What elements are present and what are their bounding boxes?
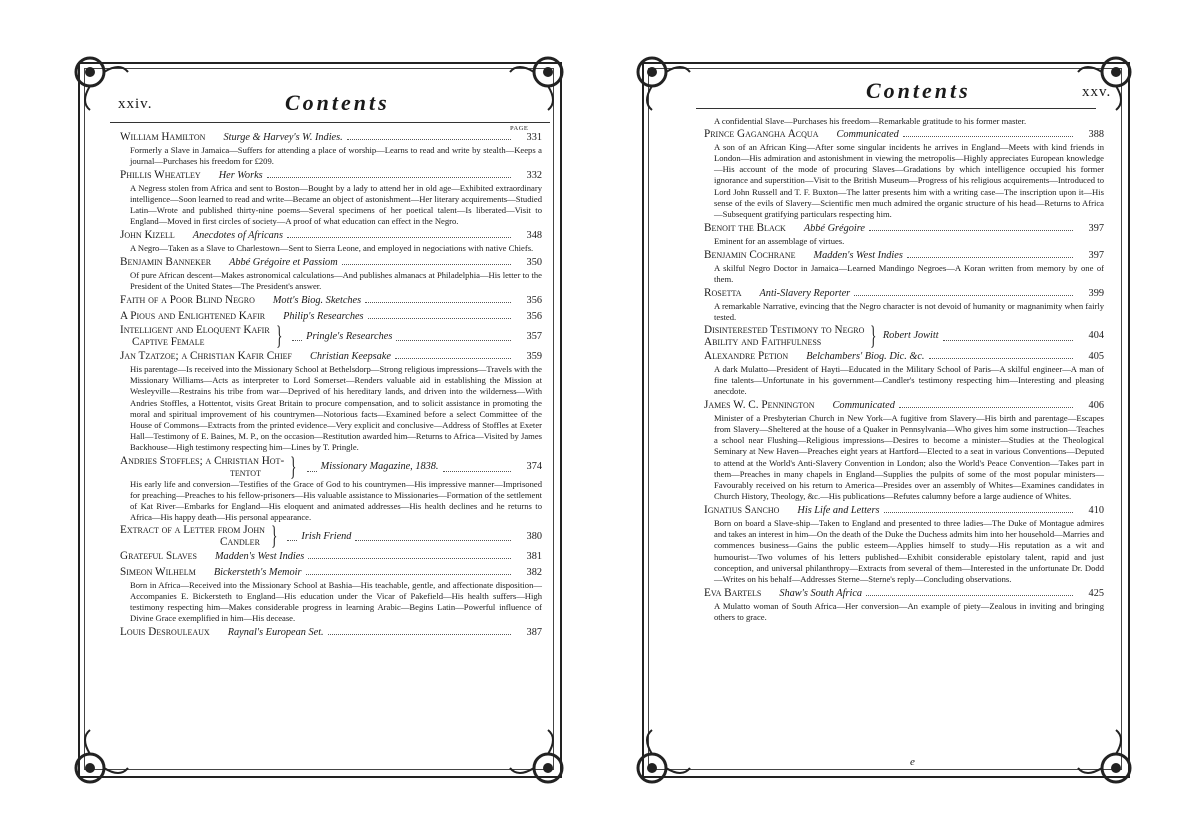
entry-source: Philip's Researches <box>283 310 364 322</box>
leader-dots <box>819 399 829 408</box>
entry-source: Communicated <box>832 400 895 412</box>
list-item <box>120 625 542 640</box>
page-number: xxiv. <box>118 96 153 112</box>
leader-dots <box>866 586 1073 596</box>
entry-page: 387 <box>526 627 542 639</box>
entry-page: 381 <box>526 551 542 563</box>
entry-page: 359 <box>526 351 542 363</box>
entry-page: 397 <box>1088 223 1104 235</box>
brace-icon: } <box>290 451 297 481</box>
entry-page: 331 <box>526 132 542 143</box>
leader-dots <box>903 127 1073 137</box>
entry-name: Faith of a Poor Blind Negro <box>120 294 255 307</box>
list-item <box>704 248 1104 285</box>
entry-description: A Negro—Taken as a Slave to Charlestown—Sent to Sierra Leone, and employed in negociations with native Chiefs. <box>130 243 534 253</box>
leader-dots <box>907 248 1073 258</box>
entry-name: Benjamin Cochrane <box>704 249 796 262</box>
leader-dots <box>269 310 279 319</box>
leader-dots <box>306 565 511 575</box>
list-item <box>704 127 1104 220</box>
contents-list <box>704 116 1104 624</box>
entry-name: A Pious and Enlightened Kafir <box>120 309 266 322</box>
leader-dots <box>869 221 1073 231</box>
entry-name: Simeon Wilhelm <box>120 566 196 579</box>
corner-ornament-icon <box>60 728 130 798</box>
list-item <box>704 286 1104 323</box>
entry-page: 356 <box>526 310 542 322</box>
entry-source: Mott's Biog. Sketches <box>272 295 362 307</box>
leader-dots <box>746 287 756 296</box>
page-title: Contents <box>866 78 971 103</box>
entry-source: Bickersteth's Memoir <box>213 567 302 579</box>
entry-name: Eva Bartels <box>704 587 762 600</box>
leader-dots <box>929 349 1073 359</box>
entry-name: James W. C. Pennington <box>704 399 815 412</box>
list-item: Andries Stoffles; a Christian Hot- tentot } Missionary Magazine, 1838. 374 His early life and conversion—Testifies of the Grace of God to his countrymen—His impressive manner—Imprisoned for preaching—Preaches to his fellow-prisoners—His valuable assistance to Missionaries—Formation of the settlement of Kat River—Embarks for England—His eloquent and animated addresses—His health declines and he returns to Africa—His happy death—His personal appearance. <box>120 451 542 523</box>
header-rule <box>696 108 1096 109</box>
entry-page: 410 <box>1088 505 1104 517</box>
entry-source: His Life and Letters <box>797 505 880 517</box>
entry-source: Abbé Grégoire et Passiom <box>229 257 338 269</box>
entry-page: 406 <box>1088 400 1104 412</box>
page-column-header: PAGE <box>510 125 529 132</box>
leader-dots <box>267 168 511 178</box>
entry-page: 405 <box>1088 351 1104 363</box>
leader-dots <box>200 566 210 575</box>
list-item <box>120 309 542 324</box>
leader-dots <box>899 398 1073 408</box>
leader-dots <box>368 309 511 319</box>
leader-dots <box>765 587 775 596</box>
entry-source: Communicated <box>836 129 899 141</box>
entry-description: Of pure African descent—Makes astronomical calculations—And publishes almanacs at Philadelphia—His letter to the President of the United States—The President's answer. <box>130 269 542 291</box>
entry-source: Anti-Slavery Reporter <box>759 288 851 300</box>
leader-dots <box>296 350 306 359</box>
entry-page: 397 <box>1088 250 1104 262</box>
entry-description: A Negress stolen from Africa and sent to Boston—Bought by a lady to attend her in old age—Exhibited extraordinary intelligence—Soon learned to read and write—Became an object of astonishment—Her literary acquirements—Studied Latin—Wrote and published thirty-nine poems—Several specimens of her poetical talent—Is liberated—Visit to England—Moved in first circles of society—A proof of what education can effect in the Negro. <box>130 182 542 227</box>
entry-name: Grateful Slaves <box>120 550 197 563</box>
page-title: Contents <box>285 90 390 115</box>
printer-signature: e <box>910 756 915 768</box>
corner-ornament-icon <box>1076 42 1146 112</box>
header-rule <box>110 122 550 123</box>
entry-name: Prince Gagangha Acqua <box>704 128 819 141</box>
entry-page: 348 <box>526 230 542 242</box>
entry-description: Born on board a Slave-ship—Taken to England and presented to three ladies—The Duke of Montague admires and takes an interest in him—On the death of the Duke the Duchess admits him into her household—Marries and commences business—Gains the public esteem—Applies himself to study—His reputation as a wit and humourist—Two volumes of his letters published—Exhibit considerable epistolary talent, rapid and just conception, and universal philanthropy—Extracts from several of them—Interested in the unfortunate Dr. Dodd—Writes on his behalf—Addresses Sterne—Sterne's reply—Concluding observations. <box>714 518 1104 585</box>
leader-dots <box>790 222 800 231</box>
leader-dots <box>395 349 511 359</box>
entry-description: A remarkable Narrative, evincing that the Negro character is not devoid of humanity or magnanimity when fairly tested. <box>714 300 1104 322</box>
brace-icon: } <box>275 321 283 351</box>
leader-dots <box>347 130 511 140</box>
entry-source: Anecdotes of Africans <box>192 230 283 242</box>
entry-source: Sturge & Harvey's W. Indies. <box>223 132 343 143</box>
leader-dots <box>287 228 511 238</box>
entry-description: A son of an African King—After some singular incidents he arrives in England—Meets with kind friends in London—His admiration and astonishment in viewing the metropolis—Highly appreciates European knowledge—His account of the mode of procuring Slaves—Gradations by which intelligence occupied his former ignorance and superstition—Visit to the British Museum—Progress of his religious acquirements—Introduced to Lord John Russell and T. F. Buxton—The latter presents him with a writing case—The inscription upon it—His sense of the evils of Slavery—Scientific men much admired the organic structure of his head—Returns to Africa—Subsequent gratifying particulars respecting him. <box>714 141 1104 220</box>
leader-dots <box>854 286 1073 296</box>
entry-source: Shaw's South Africa <box>779 588 863 600</box>
leader-dots <box>792 350 802 359</box>
entry-page: 425 <box>1088 588 1104 600</box>
entry-description: Formerly a Slave in Jamaica—Suffers for attending a place of worship—Learns to read and write by stealth—Keeps a journal—Purchases his freedom for £209. <box>130 144 542 166</box>
entry-page: 388 <box>1088 129 1104 141</box>
list-item <box>120 168 542 227</box>
list-item: Extract of a Letter from John Candler } Irish Friend 380 <box>120 521 542 551</box>
entry-description: Eminent for an assemblage of virtues. <box>714 235 845 246</box>
leader-dots <box>342 255 511 265</box>
entry-page: 399 <box>1088 288 1104 300</box>
leader-dots <box>201 550 211 559</box>
list-item <box>704 349 1104 397</box>
entry-source: Her Works <box>218 170 263 181</box>
list-item <box>120 549 542 564</box>
entry-source: Abbé Grégoire <box>803 223 865 235</box>
list-item <box>120 349 542 453</box>
list-item <box>120 130 542 167</box>
entry-name: John Kizell <box>120 229 175 242</box>
leader-dots <box>214 626 224 635</box>
entry-description: A dark Mulatto—President of Hayti—Educated in the Military School of Paris—A skilful engineer—A man of fine talents—Unfortunate in his government—Candler's testimony respecting him—Interesting and pleasing anecdote. <box>714 363 1104 397</box>
entry-name: Benoit the Black <box>704 222 786 235</box>
entry-page: 332 <box>526 170 542 181</box>
leader-dots <box>179 229 189 238</box>
list-item <box>120 565 542 624</box>
leader-dots <box>215 256 225 265</box>
corner-ornament-icon <box>622 728 692 798</box>
entry-page: 350 <box>526 257 542 269</box>
leader-dots <box>783 504 793 513</box>
leader-dots <box>365 293 511 303</box>
leader-dots <box>205 169 215 178</box>
entry-description: His parentage—Is received into the Missionary School at Bethelsdorp—Strong religious impressions—Travels with the Missionary Williams—Acts as interpreter to Lord Somerset—Renders valuable aid in establishing the Mission at Wesleyville—Restrains his tribe from war—Deprived of his hereditary lands, and driven into the wilderness—With Andries Stoffles, a Hottentot, visits Great Britain to procure compensation, and to solicit assistance in promoting the moral and spiritual improvement of his countrymen—Notorious facts—Examined before a select Committee of the House of Commons—Extracts from the printed evidence—Very explicit and conclusive—Address of Stoffles at Exeter Hall—Testimony of E. Baines, M. P., on the occasion—Restitution awarded him—Returns to Africa—Visited by James Backhouse—High testimony respecting him—Lines by T. Pringle. <box>130 363 542 453</box>
corner-ornament-icon <box>508 728 578 798</box>
entry-name: Ignatius Sancho <box>704 504 780 517</box>
corner-ornament-icon <box>1076 728 1146 798</box>
corner-ornament-icon <box>622 42 692 112</box>
entry-name: Alexandre Petion <box>704 350 789 363</box>
brace-icon: } <box>271 521 278 551</box>
brace-icon: } <box>870 321 877 351</box>
list-item <box>120 228 542 254</box>
list-item <box>704 221 1104 247</box>
leader-dots <box>884 503 1073 513</box>
entry-description: Minister of a Presbyterian Church in New York—A fugitive from Slavery—His birth and parentage—Escapes from Slavery—Sheltered at the house of a Quaker in Pennsylvania—Who gives him some instruction—Teaches a school near Flushing—Religious impressions—Desires to become a minister—Studies at the Theological Seminary at New Haven—Preaches eight years at Hartford—Elected to a seat in various Conventions—Deputed to attend at the World's Anti-Slavery Convention in London; also the World's Peace Convention—Takes part in them—Preaches in many chapels in England—Supplies the pulpits of some of the most popular ministers—Favourably received on his return to America—Presides over an assembly of Whites—Examines candidates in Church History, Theology, &c.—His publications—Refutes calumny before a large audience of Whites. <box>714 412 1104 502</box>
list-item <box>704 398 1104 502</box>
entry-page: 382 <box>526 567 542 579</box>
entry-description: A skilful Negro Doctor in Jamaica—Learned Mandingo Negroes—A Koran written from memory by one of them. <box>714 262 1104 284</box>
entry-description: A Mulatto woman of South Africa—Her conversion—An example of piety—Zealous in inviting and bringing others to grace. <box>714 600 1104 623</box>
entry-page: 356 <box>526 295 542 307</box>
entry-name: Phillis Wheatley <box>120 169 201 181</box>
page-number: xxv. <box>1082 84 1112 100</box>
contents-list <box>120 130 542 641</box>
entry-source: Madden's West Indies <box>813 250 903 262</box>
entry-name: Louis Desrouleaux <box>120 626 210 639</box>
continued-description: A confidential Slave—Purchases his freedom—Remarkable gratitude to his former master. <box>714 116 1027 126</box>
entry-source: Madden's West Indies <box>214 551 305 563</box>
list-item: Disinterested Testimony to Negro Ability and Faithfulness } Robert Jowitt 404 <box>704 321 1104 351</box>
leader-dots <box>259 294 269 303</box>
list-item <box>120 293 542 308</box>
leader-dots <box>822 128 832 137</box>
leader-dots <box>328 625 511 635</box>
entry-source: Christian Keepsake <box>309 351 391 363</box>
entry-name: Jan Tzatzoe; a Christian Kafir Chief <box>120 350 292 363</box>
entry-source: Raynal's European Set. <box>227 627 324 639</box>
leader-dots <box>308 549 511 559</box>
list-item <box>120 255 542 292</box>
list-item <box>704 503 1104 585</box>
leader-dots <box>800 249 810 258</box>
entry-name: William Hamilton <box>120 131 206 143</box>
list-item <box>704 586 1104 623</box>
corner-ornament-icon <box>508 42 578 112</box>
entry-source: Belchambers' Biog. Dic. &c. <box>806 351 925 363</box>
entry-name: Benjamin Banneker <box>120 256 212 269</box>
leader-dots <box>209 131 219 140</box>
list-item: Intelligent and Eloquent Kafir Captive Female } Pringle's Researches 357 <box>120 321 542 351</box>
entry-name: Rosetta <box>704 287 742 300</box>
right-page <box>600 0 1200 816</box>
entry-description: Born in Africa—Received into the Missionary School at Bashia—His teachable, gentle, and affectionate disposition—Accompanies E. Bickersteth to England—His education under the Vicar of Pakefield—His health suffers—High testimony respecting him—Makes considerable progress in learning Arabic—Begins Latin—Powerful influence of Divine Grace exemplified in him—His decease. <box>130 579 542 624</box>
